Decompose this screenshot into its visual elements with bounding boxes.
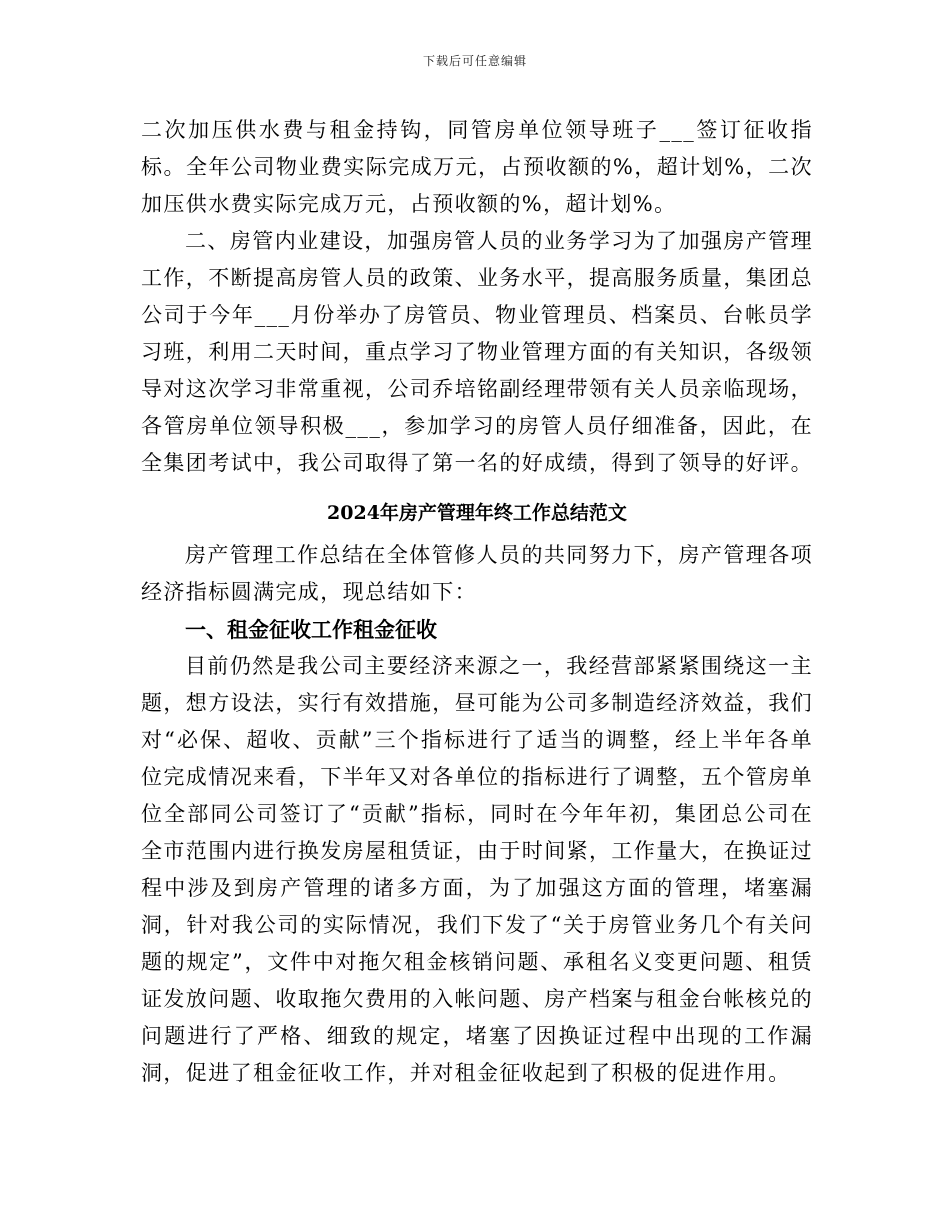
page-header: 下载后可任意编辑 bbox=[422, 54, 527, 68]
paragraph-intro: 房产管理工作总结在全体管修人员的共同努力下，房产管理各项经济指标圆满完成，现总结如下： bbox=[141, 543, 813, 604]
article-title: 2024年房产管理年终工作总结范文 bbox=[327, 502, 627, 524]
document-body bbox=[141, 112, 813, 1092]
paragraph-rent-collection: 目前仍然是我公司主要经济来源之一，我经营部紧紧围绕这一主题，想方设法，实行有效措施，昼可能为公司多制造经济效益，我们对“必保、超收、贡献”三个指标进行了适当的调整，经上半年各单位完成情况来看，下半年又对各单位的指标进行了调整，五个管房单位全部同公司签订了“贡献”指标，同时在今年年初，集团总公司在全市范围内进行换发房屋租赁证，由于时间紧，工作量大，在换证过程中涉及到房产管理的诸多方面，为了加强这方面的管理，堵塞漏洞，针对我公司的实际情况，我们下发了“关于房管业务几个有关问题的规定”，文件中对拖欠租金核销问题、承租名义变更问题、租赁证发放问题、收取拖欠费用的入帐问题、房产档案与租金台帐核兑的问题进行了严格、细致的规定，堵塞了因换证过程中出现的工作漏洞，促进了租金征收工作，并对租金征收起到了积极的促进作用。 bbox=[141, 654, 813, 1085]
section-heading-rent-collection: 一、租金征收工作租金征收 bbox=[185, 617, 437, 642]
paragraph-continuation: 二次加压供水费与租金持钩，同管房单位领导班子___签订征收指标。全年公司物业费实际完成万元，占预收额的%，超计划%，二次加压供水费实际完成万元，占预收额的%，超计划%。 bbox=[141, 118, 813, 216]
paragraph-internal-affairs: 二、房管内业建设，加强房管人员的业务学习为了加强房产管理工作，不断提高房管人员的政策、业务水平，提高服务质量，集团总公司于今年___月份举办了房管员、物业管理员、档案员、台帐员学习班，利用二天时间，重点学习了物业管理方面的有关知识，各级领导对这次学习非常重视，公司乔培铭副经理带领有关人员亲临现场，各管房单位领导积极___，参加学习的房管人员仔细准备，因此，在全集团考试中，我公司取得了第一名的好成绩，得到了领导的好评。 bbox=[141, 229, 813, 475]
